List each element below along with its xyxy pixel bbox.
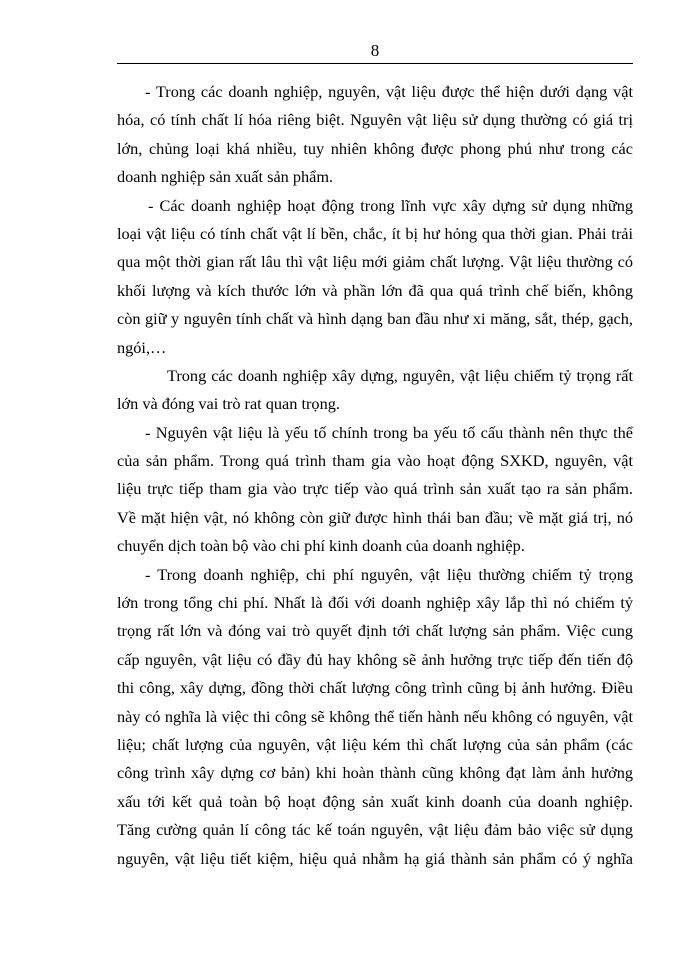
text-line: xấu tới kết quả toàn bộ hoạt động sản xuất kinh doanh của doanh nghiệp. [117, 791, 633, 811]
text-line: Về mặt hiện vật, nó không còn giữ được hình thái ban đầu; về mặt giá trị, nó [117, 507, 633, 527]
text-line: Trong các doanh nghiệp xây dựng, nguyên, vật liệu chiếm tỷ trọng rất [167, 365, 633, 385]
text-line: - Trong doanh nghiệp, chi phí nguyên, vật liệu thường chiếm tỷ trọng [145, 564, 633, 584]
paragraph-5 [117, 561, 633, 873]
text-line: trọng rất lớn và đóng vai trò quyết định tới chất lượng sản phẩm. Việc cung [117, 621, 633, 641]
text-line: - Nguyên vật liệu là yếu tố chính trong ba yếu tố cấu thành nên thực thể [145, 422, 633, 442]
paragraph-4 [117, 419, 633, 561]
text-line: còn giữ y nguyên tính chất và hình dạng ban đầu như xi măng, sắt, thép, gạch, [117, 309, 633, 329]
text-line: doanh nghiệp sản xuất sản phẩm. [117, 167, 334, 187]
text-line: lớn trong tổng chi phí. Nhất là đối với doanh nghiệp xây lắp thì nó chiếm tỷ [117, 593, 633, 613]
text-line: thi công, xây dựng, đồng thời chất lượng công trình cũng bị ảnh hưởng. Điều [117, 678, 633, 698]
text-line: - Trong các doanh nghiệp, nguyên, vật liệu được thể hiện dưới dạng vật [145, 82, 633, 101]
text-line: lớn, chủng loại khá nhiều, tuy nhiên không được phong phú như trong các [117, 138, 633, 158]
page-number: 8 [370, 41, 380, 60]
text-line: liệu; chất lượng của nguyên, vật liệu kém thì chất lượng của sản phẩm (các [117, 734, 633, 754]
text-line: lớn và đóng vai trò rat quan trọng. [117, 394, 340, 414]
text-line: chuyển dịch toàn bộ vào chi phí kinh doanh của doanh nghiệp. [117, 536, 525, 556]
text-line: loại vật liệu có tính chất vật lí bền, chắc, ít bị hư hỏng qua thời gian. Phải trải [117, 223, 633, 243]
text-line: Tăng cường quản lí công tác kế toán nguyên, vật liệu đảm bảo việc sử dụng [117, 820, 633, 840]
text-line: ngói,… [117, 337, 167, 357]
text-line: liệu trực tiếp tham gia vào trực tiếp vào quá trình sản xuất tạo ra sản phẩm. [117, 479, 633, 499]
header-rule [117, 63, 633, 64]
text-line: - Các doanh nghiệp hoạt động trong lĩnh vực xây dựng sử dụng những [148, 195, 633, 215]
paragraph-3 [117, 362, 633, 419]
text-line: hóa, có tính chất lí hóa riêng biệt. Nguyên vật liệu sử dụng thường có giá trị [117, 110, 633, 130]
paragraph-1 [117, 78, 633, 192]
text-line: nguyên, vật liệu tiết kiệm, hiệu quả nhằm hạ giá thành sản phẩm có ý nghĩa [117, 848, 633, 868]
text-line: này có nghĩa là việc thi công sẽ không thể tiến hành nếu không có nguyên, vật [117, 706, 633, 726]
text-line: của sản phẩm. Trong quá trình tham gia vào hoạt động SXKD, nguyên, vật [117, 451, 633, 471]
text-line: khối lượng và kích thước lớn và phần lớn đã qua quá trình chế biến, không [117, 280, 633, 300]
text-line: qua một thời gian rất lâu thì vật liệu mới giảm chất lượng. Vật liệu thường có [117, 252, 633, 272]
paragraph-2 [117, 192, 633, 362]
text-line: cấp nguyên, vật liệu có đầy đủ hay không sẽ ảnh hưởng trực tiếp đến tiến độ [117, 649, 633, 669]
text-line: công trình xây dựng cơ bản) khi hoàn thành cũng không đạt làm ảnh hưởng [117, 763, 633, 783]
document-body [117, 78, 633, 873]
